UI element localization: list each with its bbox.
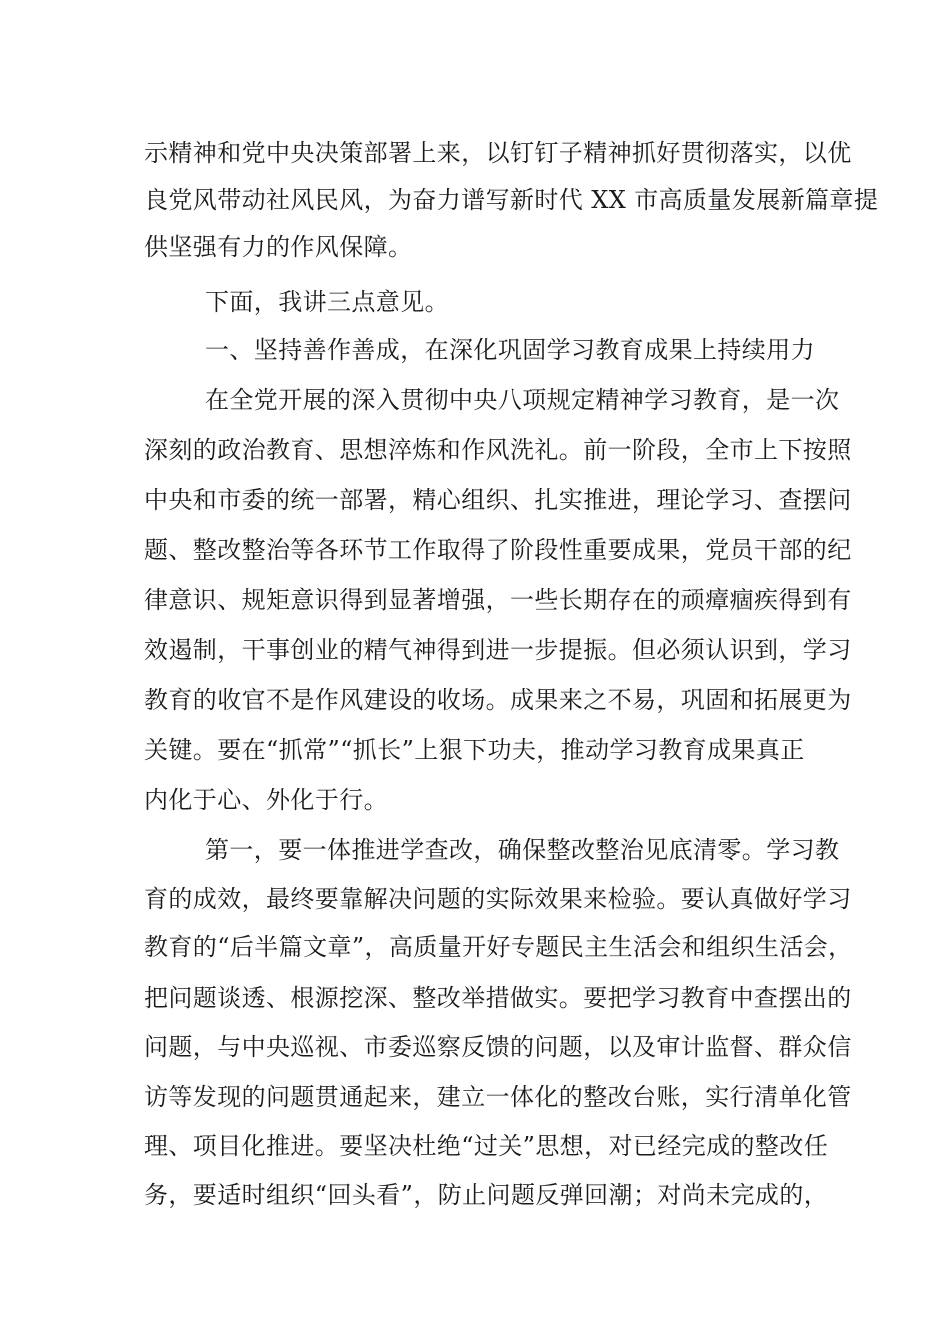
section-heading: 一、坚持善作善成，在深化巩固学习教育成果上持续用力	[205, 336, 815, 364]
paragraph-line: 下面，我讲三点意见。	[205, 288, 449, 316]
paragraph-line: 关键。要在“抓常”“抓长”上狠下功夫，推动学习教育成果真正	[144, 736, 805, 764]
paragraph-line: 良党风带动社风民风，为奋力谱写新时代 XX 市高质量发展新篇章提	[144, 186, 879, 214]
paragraph-line: 问题，与中央巡视、市委巡察反馈的问题，以及审计监督、群众信	[144, 1033, 852, 1061]
paragraph-line: 题、整改整治等各环节工作取得了阶段性重要成果，党员干部的纪	[144, 536, 852, 564]
paragraph-line: 育的成效，最终要靠解决问题的实际效果来检验。要认真做好学习	[144, 885, 852, 913]
paragraph-line: 访等发现的问题贯通起来，建立一体化的整改台账，实行清单化管	[144, 1083, 852, 1111]
paragraph-line: 效遏制，干事创业的精气神得到进一步提振。但必须认识到，学习	[144, 636, 852, 664]
paragraph-line: 深刻的政治教育、思想淬炼和作风洗礼。前一阶段，全市上下按照	[144, 436, 852, 464]
paragraph-line: 供坚强有力的作风保障。	[144, 233, 413, 261]
paragraph-line: 把问题谈透、根源挖深、整改举措做实。要把学习教育中查摆出的	[144, 984, 852, 1012]
paragraph-line: 教育的“后半篇文章”，高质量开好专题民主生活会和组织生活会，	[144, 933, 853, 961]
paragraph-line: 中央和市委的统一部署，精心组织、扎实推进，理论学习、查摆问	[144, 486, 852, 514]
paragraph-line: 示精神和党中央决策部署上来，以钉钉子精神抓好贯彻落实，以优	[144, 139, 852, 167]
paragraph-line: 内化于心、外化于行。	[144, 786, 388, 814]
paragraph-line: 理、项目化推进。要坚决杜绝“过关”思想，对已经完成的整改任	[144, 1132, 829, 1160]
paragraph-line: 务，要适时组织“回头看”，防止问题反弹回潮；对尚未完成的，	[144, 1181, 829, 1209]
paragraph-line: 在全党开展的深入贯彻中央八项规定精神学习教育，是一次	[205, 386, 840, 414]
paragraph-line: 教育的收官不是作风建设的收场。成果来之不易，巩固和拓展更为	[144, 686, 852, 714]
paragraph-line: 第一，要一体推进学查改，确保整改整治见底清零。学习教	[205, 836, 840, 864]
paragraph-line: 律意识、规矩意识得到显著增强，一些长期存在的顽瘴痼疾得到有	[144, 586, 852, 614]
